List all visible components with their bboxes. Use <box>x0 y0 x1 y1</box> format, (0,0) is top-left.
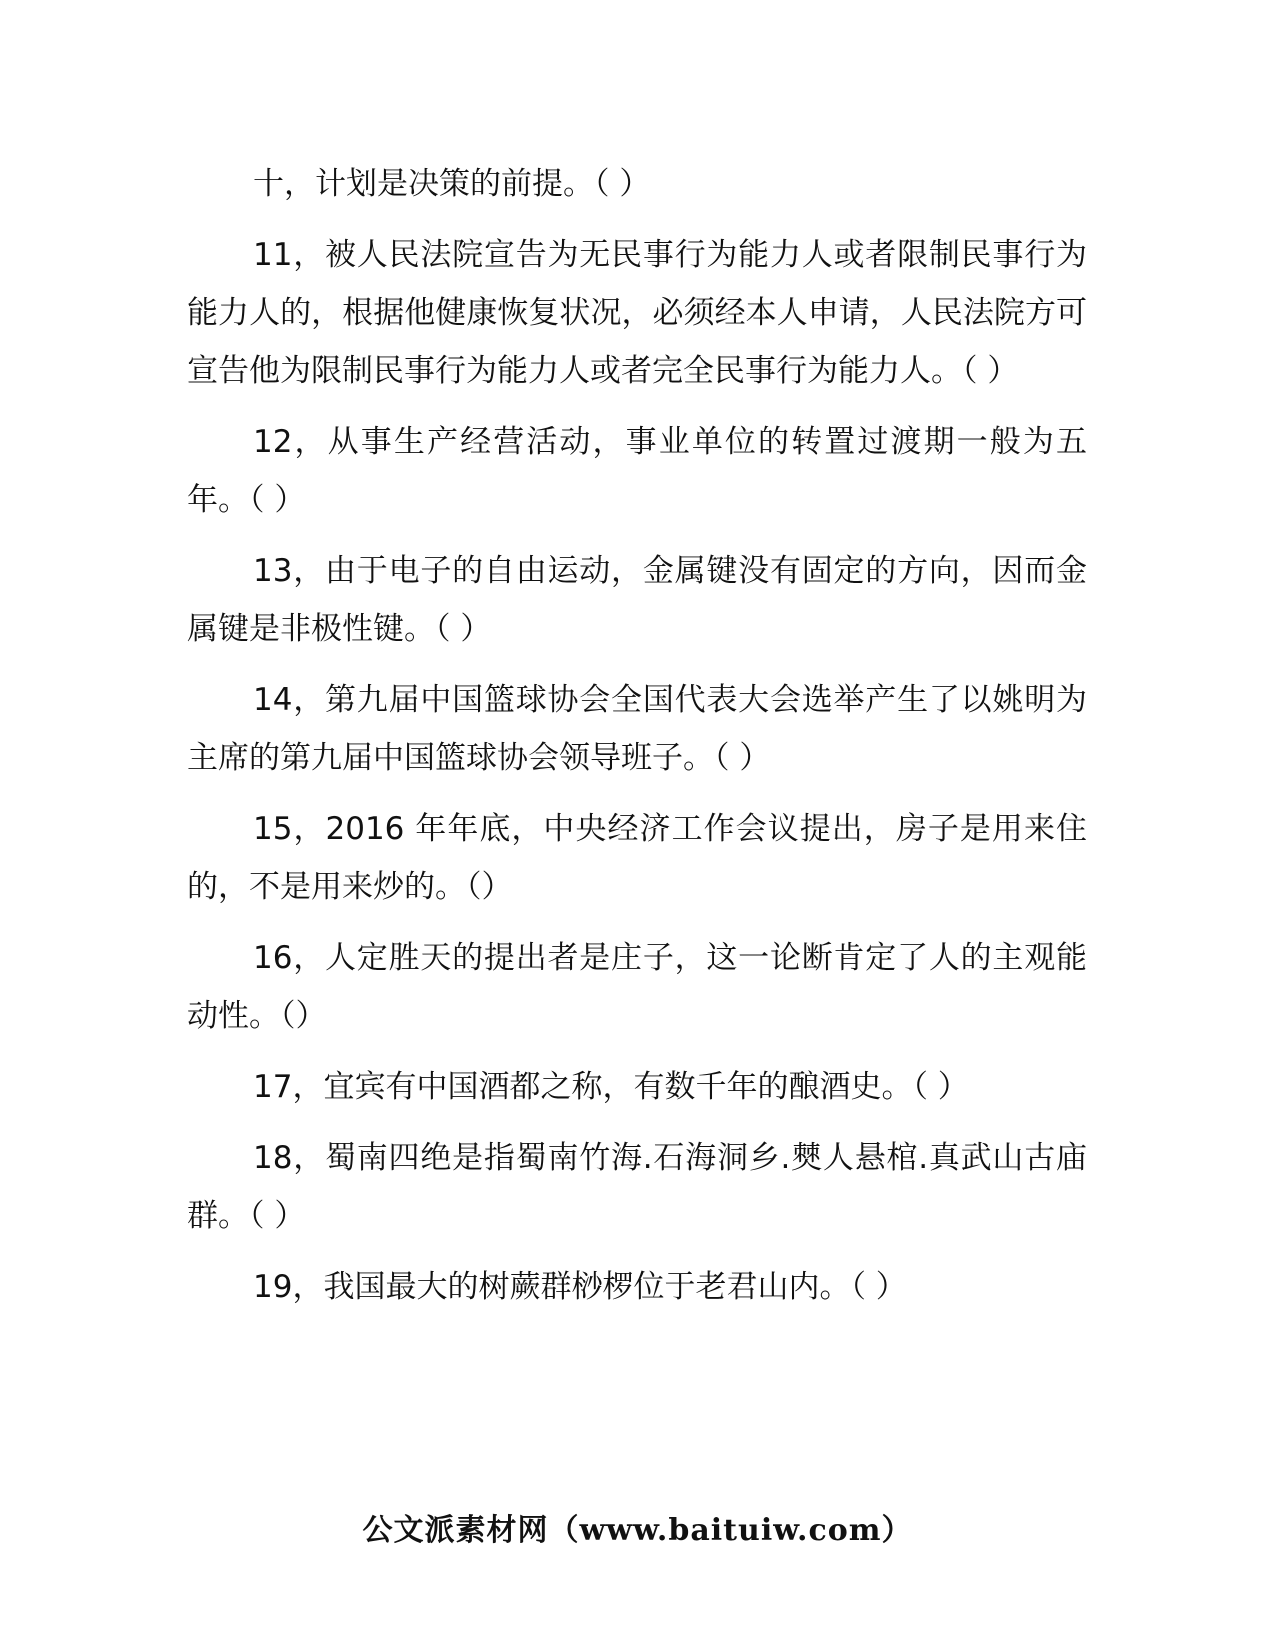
question-item-17: 17，宜宾有中国酒都之称，有数千年的酿酒史。（ ） <box>253 1069 969 1105</box>
page-footer: 公文派素材网（www.baituiw.com） <box>362 1513 913 1548</box>
question-item-10: 十，计划是决策的前提。（ ） <box>253 166 651 202</box>
question-item-18: 18，蜀南四绝是指蜀南竹海.石海洞乡.僰人悬棺.真武山古庙群。（ ） <box>187 1140 1087 1234</box>
question-item-16: 16，人定胜天的提出者是庄子，这一论断肯定了人的主观能动性。（） <box>187 940 1087 1034</box>
question-item-13: 13，由于电子的自由运动，金属键没有固定的方向，因而金属键是非极性键。（ ） <box>187 553 1087 647</box>
question-item-12: 12，从事生产经营活动，事业单位的转置过渡期一般为五年。（ ） <box>187 424 1087 518</box>
question-list <box>187 155 1087 1329</box>
question-item-15: 15，2016 年年底，中央经济工作会议提出，房子是用来住的，不是用来炒的。（） <box>187 811 1087 905</box>
question-item-19: 19，我国最大的树蕨群桫椤位于老君山内。（ ） <box>253 1269 907 1305</box>
question-item-11: 11，被人民法院宣告为无民事行为能力人或者限制民事行为能力人的，根据他健康恢复状况，必须经本人申请，人民法院方可宣告他为限制民事行为能力人或者完全民事行为能力人。（ ） <box>187 237 1087 389</box>
question-item-14: 14，第九届中国篮球协会全国代表大会选举产生了以姚明为主席的第九届中国篮球协会领导班子。（ ） <box>187 682 1087 776</box>
